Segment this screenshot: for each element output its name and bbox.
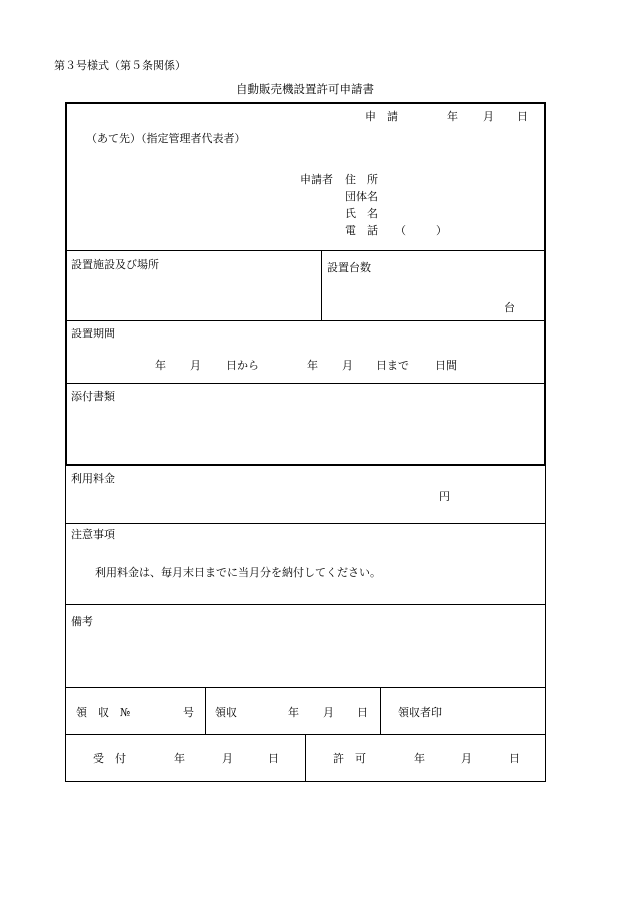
phone-label: 電 話 xyxy=(345,224,378,237)
receipt-number-label: 領 収 № xyxy=(76,706,131,719)
period-label: 設置期間 xyxy=(71,327,115,340)
notes-label: 注意事項 xyxy=(71,528,115,541)
address-field[interactable] xyxy=(384,171,539,186)
period-days-unit: 日間 xyxy=(435,359,457,372)
divider-accept-permit xyxy=(305,734,306,781)
lower-right-border xyxy=(545,466,546,782)
receiver-seal-label: 領収者印 xyxy=(398,706,442,719)
divider-receipt-1 xyxy=(205,687,206,734)
unit-count-field[interactable] xyxy=(330,282,500,312)
lower-bottom-border xyxy=(65,781,546,782)
permit-day: 日 xyxy=(509,752,520,765)
accept-label: 受 付 xyxy=(93,752,126,765)
application-year-unit: 年 xyxy=(447,110,458,123)
app-box-left-border xyxy=(65,102,67,466)
period-month-1: 月 xyxy=(190,359,201,372)
period-day-to: 日まで xyxy=(376,359,409,372)
period-year-2: 年 xyxy=(307,359,318,372)
application-day-unit: 日 xyxy=(517,110,528,123)
notes-text: 利用料金は、毎月末日までに当月分を納付してください。 xyxy=(95,566,381,579)
receipt-number-unit: 号 xyxy=(183,706,194,719)
phone-paren-close: ） xyxy=(436,224,447,237)
receipt-month: 月 xyxy=(323,706,334,719)
app-box-top-border xyxy=(65,102,546,104)
phone-paren-open: （ xyxy=(395,224,406,237)
divider-after-notes xyxy=(66,604,545,605)
permit-label: 許 可 xyxy=(333,752,366,765)
divider-receipt-2 xyxy=(380,687,381,734)
divider-after-remarks xyxy=(66,687,545,688)
applicant-label: 申請者 xyxy=(300,173,333,186)
app-box-bottom-border xyxy=(65,464,546,466)
accept-day: 日 xyxy=(268,752,279,765)
accept-month: 月 xyxy=(222,752,233,765)
attachments-field[interactable] xyxy=(70,408,540,458)
permit-month: 月 xyxy=(461,752,472,765)
unit-count-unit: 台 xyxy=(504,301,515,314)
remarks-label: 備考 xyxy=(71,615,93,628)
application-month-unit: 月 xyxy=(483,110,494,123)
period-year-1: 年 xyxy=(155,359,166,372)
form-number: 第３号様式（第５条関係） xyxy=(54,59,186,72)
form-title: 自動販売機設置許可申請書 xyxy=(236,82,374,96)
application-date-label: 申 請 xyxy=(365,110,398,123)
org-label: 団体名 xyxy=(345,190,378,203)
receipt-day: 日 xyxy=(357,706,368,719)
addressee: （あて先）（指定管理者代表者） xyxy=(86,132,246,145)
address-label: 住 所 xyxy=(345,173,378,186)
remarks-field[interactable] xyxy=(70,632,540,682)
phone-field[interactable] xyxy=(408,222,436,237)
name-field[interactable] xyxy=(384,205,539,220)
fee-label: 利用料金 xyxy=(71,472,115,485)
attachments-label: 添付書類 xyxy=(71,390,115,403)
name-label: 氏 名 xyxy=(345,207,378,220)
facility-location-label: 設置施設及び場所 xyxy=(71,258,159,271)
unit-count-label: 設置台数 xyxy=(327,261,371,274)
period-month-2: 月 xyxy=(342,359,353,372)
divider-after-facility xyxy=(66,320,545,321)
receipt-label: 領収 xyxy=(215,706,237,719)
divider-facility-count xyxy=(321,250,322,320)
app-box-right-border xyxy=(544,102,546,466)
permit-year: 年 xyxy=(414,752,425,765)
receipt-year: 年 xyxy=(288,706,299,719)
divider-after-period xyxy=(66,383,545,384)
divider-after-fee xyxy=(66,523,545,524)
facility-location-field[interactable] xyxy=(70,275,315,315)
fee-field[interactable] xyxy=(300,486,435,502)
accept-year: 年 xyxy=(174,752,185,765)
period-day-from: 日から xyxy=(226,359,259,372)
org-field[interactable] xyxy=(384,188,539,203)
divider-after-applicant xyxy=(66,250,545,251)
fee-unit: 円 xyxy=(439,490,450,503)
